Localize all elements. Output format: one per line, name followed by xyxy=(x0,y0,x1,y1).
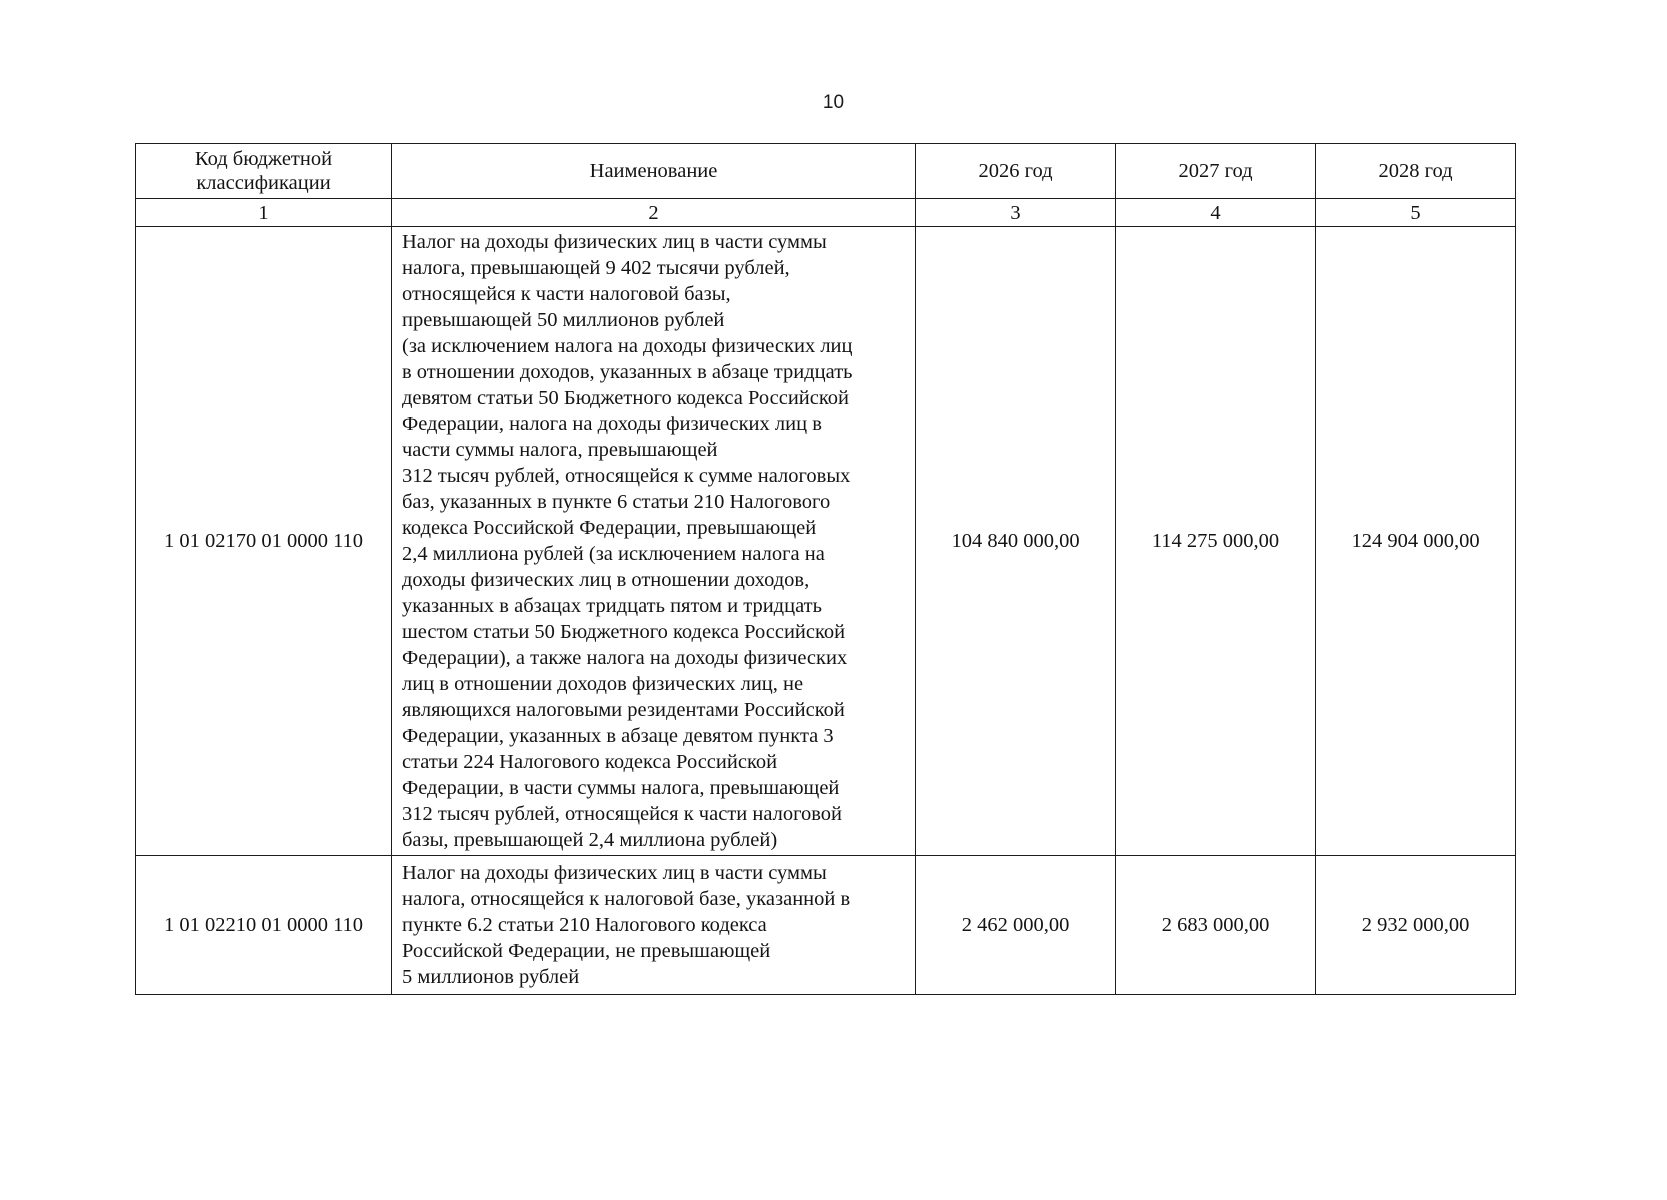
budget-revenue-table xyxy=(135,143,1516,995)
revenue-name: Налог на доходы физических лиц в части суммы налога, превышающей 9 402 тысячи рублей, относящейся к части налоговой базы, превышающей 50 миллионов рублей (за исключением налога на доходы физических лиц в отношении доходов, указанных в абзаце тридцать девятом статьи 50 Бюджетного кодекса Российской Федерации, налога на доходы физических лиц в части суммы налога, превышающей 312 тысяч рублей, относящейся к сумме налоговых баз, указанных в пункте 6 статьи 210 Налогового кодекса Российской Федерации, превышающей 2,4 миллиона рублей (за исключением налога на доходы физических лиц в отношении доходов, указанных в абзацах тридцать пятом и тридцать шестом статьи 50 Бюджетного кодекса Российской Федерации), а также налога на доходы физических лиц в отношении доходов физических лиц, не являющихся налоговыми резидентами Российской Федерации, указанных в абзаце девятом пункта 3 статьи 224 Налогового кодекса Российской Федерации, в части суммы налога, превышающей 312 тысяч рублей, относящейся к части налоговой базы, превышающей 2,4 миллиона рублей) xyxy=(392,227,916,856)
budget-code: 1 01 02170 01 0000 110 xyxy=(136,227,392,856)
table-header-row xyxy=(136,144,1516,199)
table-row xyxy=(136,856,1516,995)
amount-2028: 124 904 000,00 xyxy=(1316,227,1516,856)
amount-2026: 104 840 000,00 xyxy=(916,227,1116,856)
header-code: Код бюджетной классификации xyxy=(136,144,392,199)
header-year-2028: 2028 год xyxy=(1316,144,1516,199)
column-number: 3 xyxy=(916,199,1116,227)
amount-2028: 2 932 000,00 xyxy=(1316,856,1516,995)
revenue-name: Налог на доходы физических лиц в части суммы налога, относящейся к налоговой базе, указанной в пункте 6.2 статьи 210 Налогового кодекса Российской Федерации, не превышающей 5 миллионов рублей xyxy=(392,856,916,995)
budget-code: 1 01 02210 01 0000 110 xyxy=(136,856,392,995)
table-row xyxy=(136,227,1516,856)
column-numbers-row xyxy=(136,199,1516,227)
amount-2026: 2 462 000,00 xyxy=(916,856,1116,995)
column-number: 2 xyxy=(392,199,916,227)
page-number: 10 xyxy=(822,92,845,113)
column-number: 5 xyxy=(1316,199,1516,227)
column-number: 4 xyxy=(1116,199,1316,227)
header-year-2027: 2027 год xyxy=(1116,144,1316,199)
amount-2027: 2 683 000,00 xyxy=(1116,856,1316,995)
column-number: 1 xyxy=(136,199,392,227)
header-year-2026: 2026 год xyxy=(916,144,1116,199)
amount-2027: 114 275 000,00 xyxy=(1116,227,1316,856)
header-name: Наименование xyxy=(392,144,916,199)
